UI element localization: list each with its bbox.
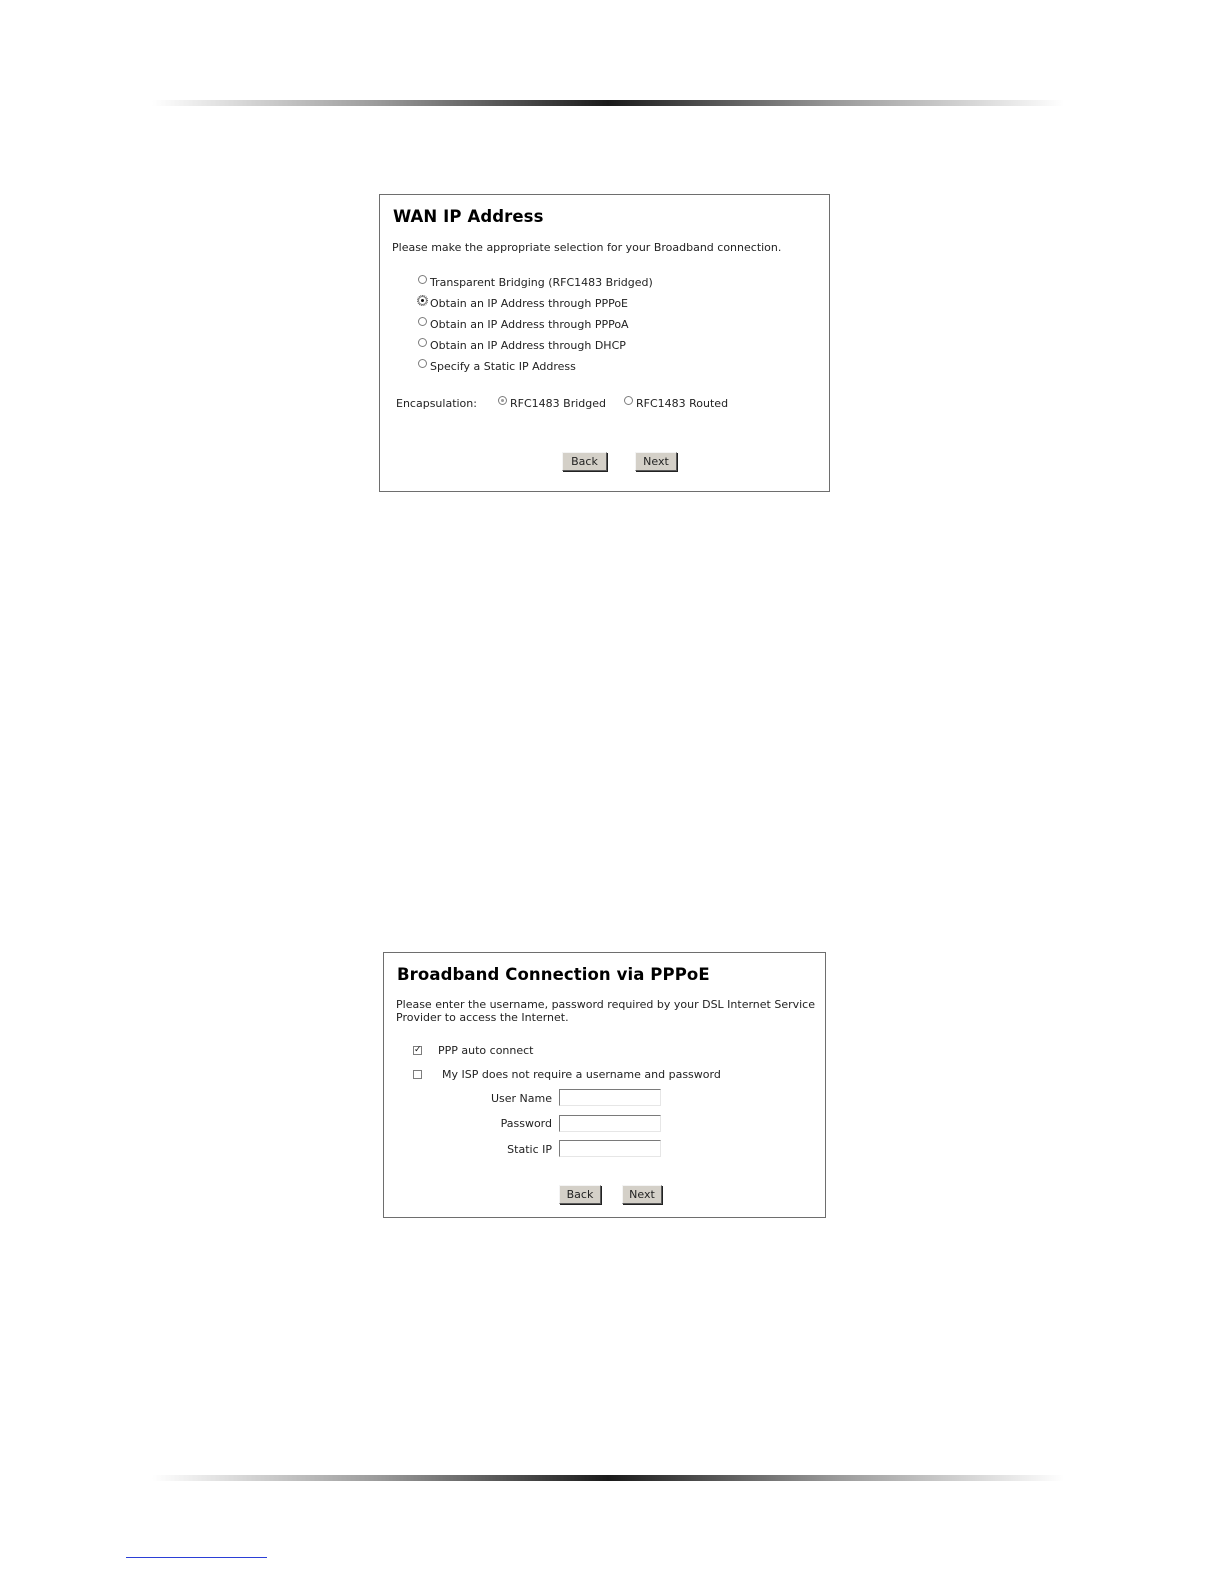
- radio-pppoe[interactable]: [418, 296, 427, 305]
- option-static-ip[interactable]: [418, 360, 576, 373]
- no-auth-row[interactable]: [413, 1068, 721, 1081]
- radio-rfc1483-routed[interactable]: [624, 396, 633, 405]
- radio-dhcp[interactable]: [418, 338, 427, 347]
- wan-panel-description: Please make the appropriate selection for your Broadband connection.: [392, 241, 782, 254]
- no-auth-checkbox[interactable]: [413, 1070, 422, 1079]
- encapsulation-routed[interactable]: [624, 397, 728, 410]
- radio-pppoa[interactable]: [418, 317, 427, 326]
- option-label: Obtain an IP Address through DHCP: [430, 339, 626, 352]
- option-label: Transparent Bridging (RFC1483 Bridged): [430, 276, 653, 289]
- option-pppoa[interactable]: [418, 318, 629, 331]
- radio-rfc1483-bridged[interactable]: [498, 396, 507, 405]
- pppoe-panel-description: Please enter the username, password required by your DSL Internet Service Provider to access the Internet.: [396, 998, 815, 1024]
- password-input[interactable]: [559, 1115, 661, 1132]
- ppp-auto-connect-checkbox[interactable]: ✓: [414, 1045, 422, 1055]
- ppp-auto-connect-label: PPP auto connect: [438, 1044, 534, 1057]
- next-button[interactable]: Next: [622, 1185, 662, 1204]
- header-divider: [152, 100, 1064, 106]
- radio-static-ip[interactable]: [418, 359, 427, 368]
- static-ip-label: Static IP: [507, 1143, 552, 1156]
- encapsulation-option-label: RFC1483 Routed: [636, 397, 729, 410]
- footer-link-underline[interactable]: [126, 1557, 267, 1558]
- option-label: Obtain an IP Address through PPPoE: [430, 297, 629, 310]
- back-button[interactable]: Back: [562, 452, 607, 471]
- option-label: Obtain an IP Address through PPPoA: [430, 318, 629, 331]
- next-button[interactable]: Next: [635, 452, 677, 471]
- user-name-label: User Name: [490, 1092, 552, 1105]
- pppoe-panel-title: Broadband Connection via PPPoE: [397, 965, 710, 984]
- back-button[interactable]: Back: [559, 1185, 601, 1204]
- option-label: Specify a Static IP Address: [430, 360, 576, 373]
- encapsulation-label: Encapsulation:: [396, 397, 477, 410]
- no-auth-label: My ISP does not require a username and password: [442, 1068, 721, 1081]
- static-ip-input[interactable]: [559, 1140, 661, 1157]
- user-name-input[interactable]: [559, 1089, 661, 1106]
- password-label: Password: [500, 1117, 552, 1130]
- radio-transparent-bridging[interactable]: [418, 275, 427, 284]
- wan-panel-title: WAN IP Address: [393, 207, 544, 226]
- encapsulation-bridged[interactable]: [498, 397, 606, 410]
- pppoe-connection-panel: [383, 952, 826, 1218]
- option-dhcp[interactable]: [418, 339, 626, 352]
- wan-ip-address-panel: [379, 194, 830, 492]
- option-pppoe[interactable]: [418, 297, 628, 310]
- footer-divider: [152, 1475, 1064, 1481]
- ppp-auto-connect-row[interactable]: [413, 1044, 534, 1057]
- encapsulation-option-label: RFC1483 Bridged: [510, 397, 606, 410]
- option-transparent-bridging[interactable]: [418, 276, 653, 289]
